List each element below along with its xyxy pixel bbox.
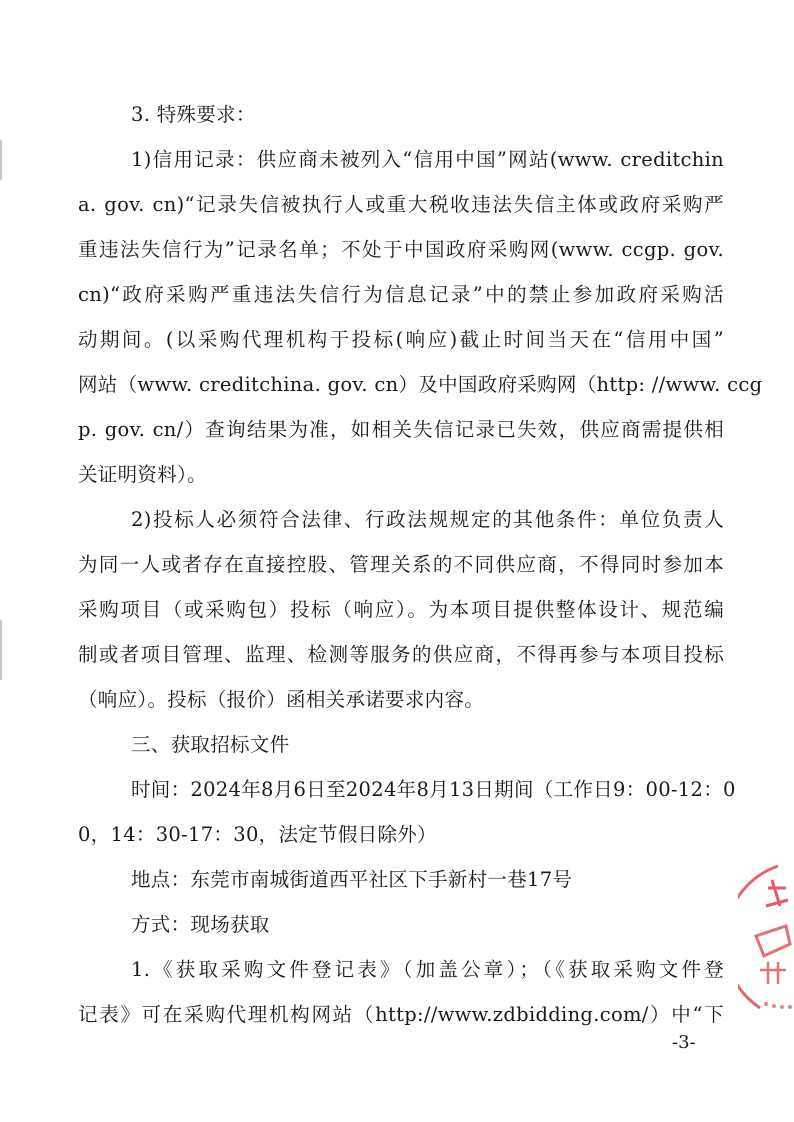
scan-edge-mark — [0, 140, 2, 180]
method-line: 方式：现场获取 — [131, 913, 270, 936]
page-number: -3- — [672, 1032, 696, 1053]
official-seal-stamp — [738, 858, 794, 1038]
paragraph-line: 重违法失信行为”记录名单；不处于中国政府采购网(www. ccgp. gov. — [78, 238, 724, 261]
location-line: 地点：东莞市南城街道西平社区下手新村一巷17号 — [131, 868, 573, 891]
paragraph-line: a. gov. cn)“记录失信被执行人或重大税收违法失信主体或政府采购严 — [78, 193, 724, 216]
paragraph-line: 采购项目（或采购包）投标（响应）。为本项目提供整体设计、规范编 — [78, 598, 724, 621]
time-line: 时间：2024年8月6日至2024年8月13日期间（工作日9：00-12：0 — [131, 778, 736, 801]
paragraph-line: 2)投标人必须符合法律、行政法规规定的其他条件：单位负责人 — [131, 508, 724, 531]
section-heading-special-requirements: 3. 特殊要求： — [131, 103, 256, 126]
scan-edge-mark — [0, 620, 2, 680]
paragraph-line: p. gov. cn/）查询结果为准，如相关失信记录已失效，供应商需提供相 — [78, 418, 724, 441]
time-line: 0，14：30-17：30，法定节假日除外） — [78, 823, 437, 846]
paragraph-line: （响应）。投标（报价）函相关承诺要求内容。 — [78, 688, 485, 711]
paragraph-line: 动期间。(以采购代理机构于投标(响应)截止时间当天在“信用中国” — [78, 328, 724, 351]
paragraph-line: 为同一人或者存在直接控股、管理关系的不同供应商，不得同时参加本 — [78, 553, 724, 576]
paragraph-line: 记表》可在采购代理机构网站（http://www.zdbidding.com/）中“下 — [78, 1003, 724, 1026]
paragraph-line: 1)信用记录：供应商未被列入“信用中国”网站(www. creditchin — [131, 148, 724, 171]
paragraph-line: cn)“政府采购严重违法失信行为信息记录”中的禁止参加政府采购活 — [78, 283, 724, 306]
paragraph-line: 1.《获取采购文件登记表》（加盖公章）；（《获取采购文件登 — [131, 958, 724, 981]
paragraph-line: 网站（www. creditchina. gov. cn）及中国政府采购网（http: //www. ccg — [78, 373, 763, 396]
paragraph-line: 制或者项目管理、监理、检测等服务的供应商，不得再参与本项目投标 — [78, 643, 724, 666]
section-heading-obtain-documents: 三、获取招标文件 — [131, 733, 290, 756]
paragraph-line: 关证明资料）。 — [78, 463, 207, 486]
